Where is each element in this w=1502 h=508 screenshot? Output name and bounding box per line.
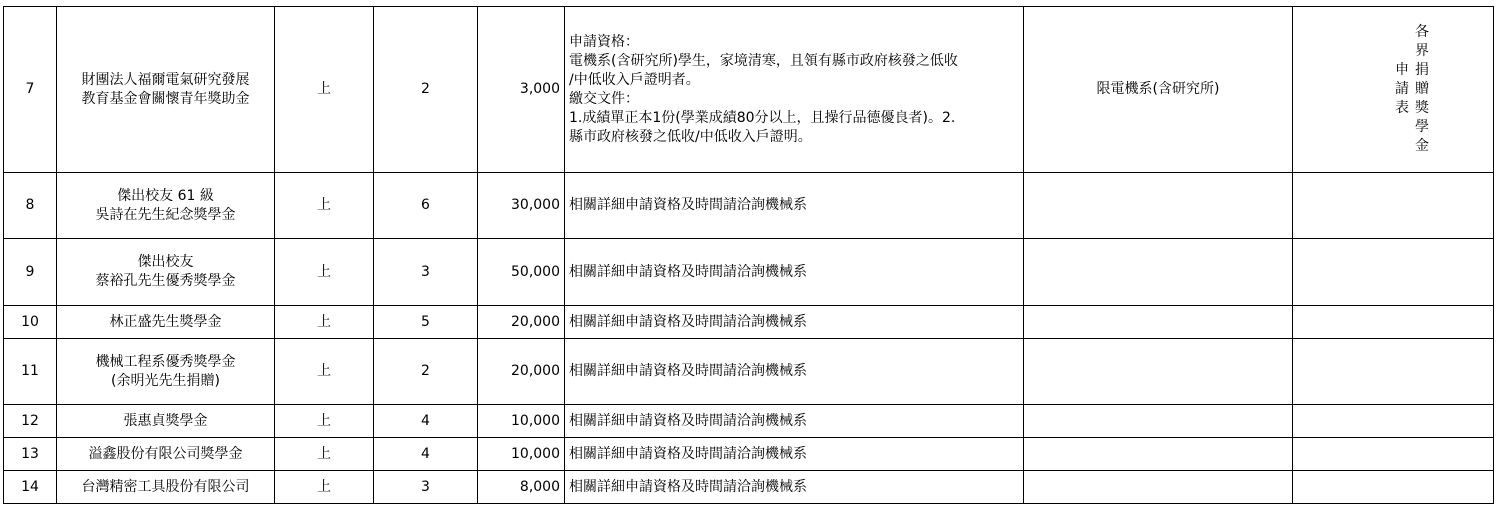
amount-cell: 3,000 xyxy=(478,7,565,173)
quota-cell: 3 xyxy=(374,239,478,306)
scholarship-table xyxy=(3,6,1494,504)
semester-cell: 上 xyxy=(275,306,374,339)
limit-cell xyxy=(1024,339,1293,405)
vertical-note xyxy=(1293,23,1493,156)
semester-cell: 上 xyxy=(275,405,374,438)
table-row xyxy=(4,306,1494,339)
row-number: 10 xyxy=(4,306,57,339)
row-number: 11 xyxy=(4,339,57,405)
eligibility-cell: 相關詳細申請資格及時間請洽詢機械系 xyxy=(565,306,1024,339)
scholarship-name: 財團法人福爾電氣研究發展 教育基金會關懷青年獎助金 xyxy=(57,7,275,173)
note-cell xyxy=(1293,471,1494,504)
limit-cell xyxy=(1024,438,1293,471)
quota-cell: 4 xyxy=(374,405,478,438)
row-number: 12 xyxy=(4,405,57,438)
amount-cell: 30,000 xyxy=(478,173,565,239)
quota-cell: 4 xyxy=(374,438,478,471)
semester-cell: 上 xyxy=(275,173,374,239)
semester-cell: 上 xyxy=(275,438,374,471)
eligibility-cell: 相關詳細申請資格及時間請洽詢機械系 xyxy=(565,239,1024,306)
table-row xyxy=(4,173,1494,239)
note-cell xyxy=(1293,306,1494,339)
limit-cell: 限電機系(含研究所) xyxy=(1024,7,1293,173)
eligibility-cell: 申請資格： 電機系(含研究所)學生，家境清寒，且領有縣市政府核發之低收 /中低收入戶證明者。 繳交文件： 1.成績單正本1份(學業成績80分以上，且操行品德優良者)。2. 縣市政府核發之低收/中低收入戶證明。 xyxy=(565,7,1024,173)
limit-cell xyxy=(1024,306,1293,339)
note-cell xyxy=(1293,405,1494,438)
eligibility-cell: 相關詳細申請資格及時間請洽詢機械系 xyxy=(565,471,1024,504)
note-cell xyxy=(1293,7,1494,173)
semester-cell: 上 xyxy=(275,471,374,504)
quota-cell: 6 xyxy=(374,173,478,239)
note-cell xyxy=(1293,173,1494,239)
vertical-note-column: 申 請 表 xyxy=(1395,62,1409,116)
table-row xyxy=(4,7,1494,173)
note-cell xyxy=(1293,438,1494,471)
row-number: 9 xyxy=(4,239,57,306)
eligibility-cell: 相關詳細申請資格及時間請洽詢機械系 xyxy=(565,438,1024,471)
vertical-note-column: 各 界 捐 贈 獎 學 金 xyxy=(1415,24,1429,154)
row-number: 13 xyxy=(4,438,57,471)
eligibility-cell: 相關詳細申請資格及時間請洽詢機械系 xyxy=(565,339,1024,405)
scholarship-name: 台灣精密工具股份有限公司 xyxy=(57,471,275,504)
note-cell xyxy=(1293,339,1494,405)
table-row xyxy=(4,239,1494,306)
limit-cell xyxy=(1024,405,1293,438)
table-row xyxy=(4,438,1494,471)
limit-cell xyxy=(1024,239,1293,306)
eligibility-cell: 相關詳細申請資格及時間請洽詢機械系 xyxy=(565,173,1024,239)
scholarship-name: 機械工程系優秀獎學金 (余明光先生捐贈) xyxy=(57,339,275,405)
semester-cell: 上 xyxy=(275,7,374,173)
scholarship-name: 傑出校友 61 級 吳詩在先生紀念獎學金 xyxy=(57,173,275,239)
limit-cell xyxy=(1024,471,1293,504)
amount-cell: 50,000 xyxy=(478,239,565,306)
amount-cell: 10,000 xyxy=(478,405,565,438)
scholarship-name: 傑出校友 蔡裕孔先生優秀獎學金 xyxy=(57,239,275,306)
amount-cell: 10,000 xyxy=(478,438,565,471)
amount-cell: 8,000 xyxy=(478,471,565,504)
scholarship-name: 張惠貞獎學金 xyxy=(57,405,275,438)
scholarship-name: 林正盛先生獎學金 xyxy=(57,306,275,339)
semester-cell: 上 xyxy=(275,239,374,306)
quota-cell: 2 xyxy=(374,339,478,405)
row-number: 7 xyxy=(4,7,57,173)
note-cell xyxy=(1293,239,1494,306)
eligibility-cell: 相關詳細申請資格及時間請洽詢機械系 xyxy=(565,405,1024,438)
quota-cell: 2 xyxy=(374,7,478,173)
amount-cell: 20,000 xyxy=(478,339,565,405)
quota-cell: 3 xyxy=(374,471,478,504)
scholarship-name: 溢鑫股份有限公司獎學金 xyxy=(57,438,275,471)
table-row xyxy=(4,405,1494,438)
amount-cell: 20,000 xyxy=(478,306,565,339)
table-row xyxy=(4,471,1494,504)
quota-cell: 5 xyxy=(374,306,478,339)
row-number: 14 xyxy=(4,471,57,504)
table-row xyxy=(4,339,1494,405)
row-number: 8 xyxy=(4,173,57,239)
semester-cell: 上 xyxy=(275,339,374,405)
limit-cell xyxy=(1024,173,1293,239)
